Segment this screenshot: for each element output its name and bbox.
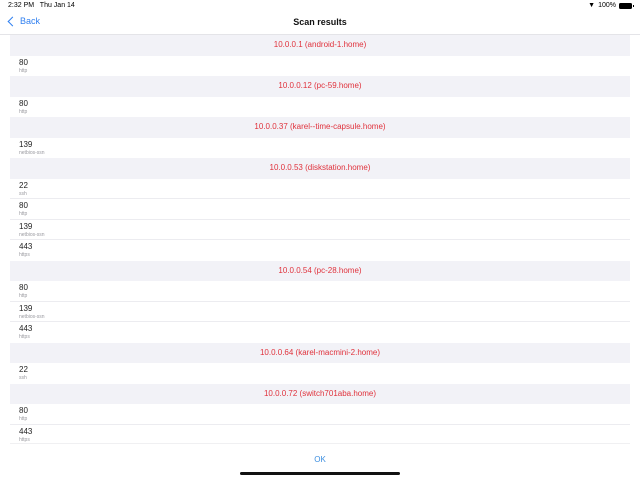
section-header-host: 10.0.0.54 (pc-28.home) bbox=[10, 261, 630, 282]
port-row[interactable] bbox=[10, 179, 630, 200]
port-row[interactable] bbox=[10, 240, 630, 261]
service-name: http bbox=[19, 211, 28, 217]
port-row[interactable] bbox=[10, 138, 630, 159]
clock-time: 2:32 PM bbox=[8, 2, 35, 9]
service-name: ssh bbox=[19, 190, 27, 197]
status-time bbox=[8, 2, 75, 9]
port-row[interactable] bbox=[10, 220, 630, 241]
service-name: https bbox=[19, 334, 30, 340]
port-row[interactable] bbox=[10, 199, 630, 220]
section-header-host: 10.0.0.12 (pc-59.home) bbox=[10, 76, 630, 97]
port-number: 139 bbox=[19, 139, 33, 149]
status-bar bbox=[0, 0, 640, 12]
service-name: https bbox=[19, 436, 30, 443]
port-row[interactable] bbox=[10, 281, 630, 302]
divider bbox=[10, 443, 630, 444]
port-number: 80 bbox=[19, 201, 28, 210]
service-name: https bbox=[19, 252, 30, 258]
section-header-host: 10.0.0.53 (diskstation.home) bbox=[10, 158, 630, 179]
port-number: 22 bbox=[19, 365, 28, 374]
navigation-bar bbox=[0, 12, 640, 35]
port-number: 443 bbox=[19, 242, 33, 251]
home-indicator[interactable] bbox=[240, 472, 400, 475]
service-name: http bbox=[19, 108, 28, 115]
service-name: ssh bbox=[19, 375, 27, 381]
section-header-host: 10.0.0.1 (android-1.home) bbox=[10, 35, 630, 56]
page-title: Scan results bbox=[293, 17, 347, 27]
service-name: netbios-ssn bbox=[19, 149, 45, 156]
ok-button[interactable]: OK bbox=[314, 455, 326, 464]
port-row[interactable] bbox=[10, 425, 630, 444]
service-name: netbios-ssn bbox=[19, 231, 45, 238]
service-name: http bbox=[19, 67, 28, 74]
port-row[interactable] bbox=[10, 56, 630, 77]
wifi-icon: ▼ bbox=[588, 2, 596, 9]
port-number: 80 bbox=[19, 406, 28, 415]
port-row[interactable] bbox=[10, 404, 630, 425]
port-number: 139 bbox=[19, 221, 33, 231]
port-number: 139 bbox=[19, 303, 33, 313]
service-name: http bbox=[19, 293, 28, 299]
scan-results-list[interactable] bbox=[10, 35, 630, 443]
battery-percent: 100% bbox=[598, 2, 616, 9]
port-row[interactable] bbox=[10, 363, 630, 384]
clock-date: Thu Jan 14 bbox=[39, 2, 75, 9]
port-number: 80 bbox=[19, 283, 28, 292]
port-number: 443 bbox=[19, 426, 33, 436]
port-number: 80 bbox=[19, 57, 28, 67]
section-header-host: 10.0.0.37 (karel--time-capsule.home) bbox=[10, 117, 630, 138]
status-indicators bbox=[588, 2, 632, 9]
section-header-host: 10.0.0.72 (switch701aba.home) bbox=[10, 384, 630, 405]
port-number: 22 bbox=[19, 180, 28, 190]
port-row[interactable] bbox=[10, 322, 630, 343]
port-number: 80 bbox=[19, 98, 28, 108]
service-name: netbios-ssn bbox=[19, 313, 45, 320]
service-name: http bbox=[19, 416, 28, 422]
port-row[interactable] bbox=[10, 302, 630, 323]
port-row[interactable] bbox=[10, 97, 630, 118]
port-number: 443 bbox=[19, 324, 33, 333]
section-header-host: 10.0.0.64 (karel-macmini-2.home) bbox=[10, 343, 630, 364]
battery-icon bbox=[619, 3, 632, 9]
back-label: Back bbox=[20, 16, 41, 26]
